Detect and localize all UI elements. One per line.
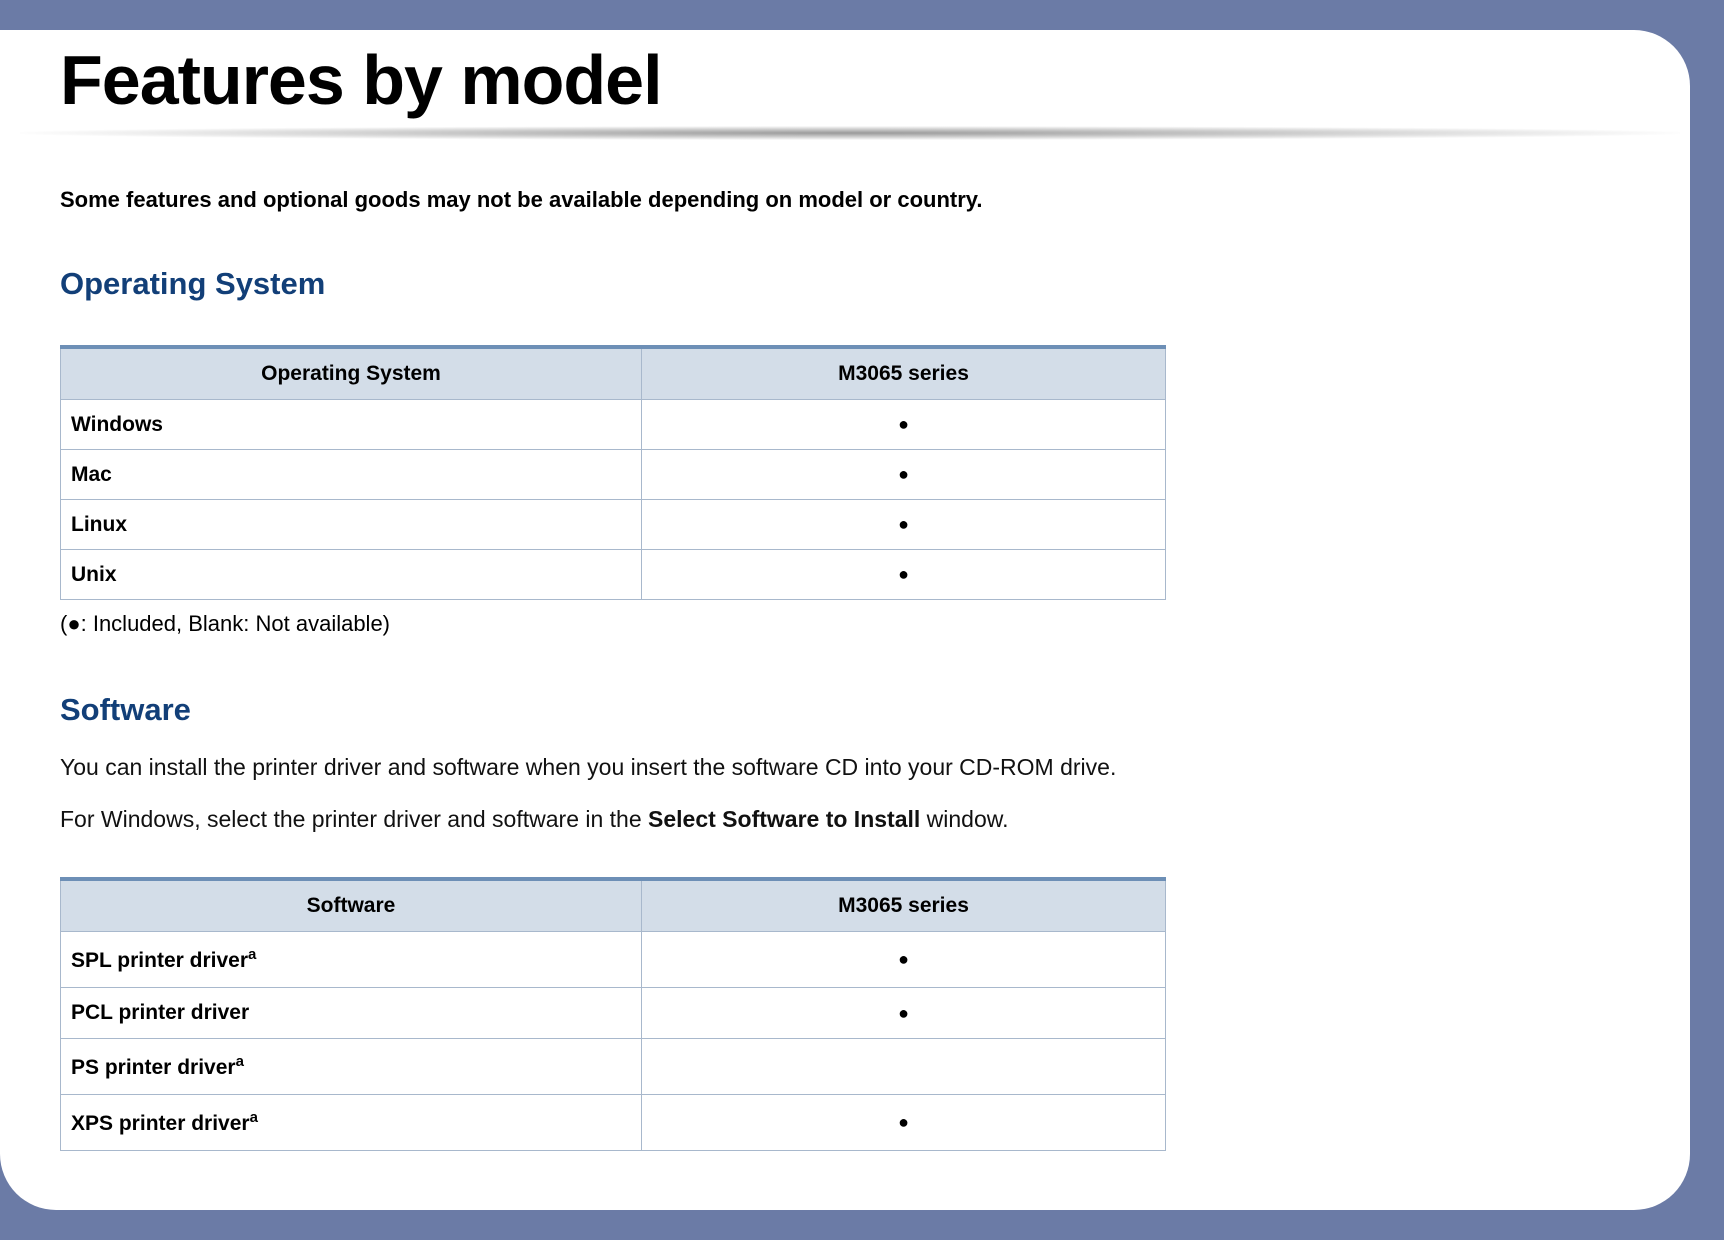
row-label-text: SPL printer driver: [71, 949, 249, 972]
document-page: [0, 30, 1690, 1210]
page-title: Features by model: [60, 41, 662, 119]
table-row: [61, 988, 1166, 1039]
table-header-row: [61, 879, 1166, 932]
windows-instruction-paragraph: [60, 806, 1009, 833]
table-row: [61, 932, 1166, 988]
row-label: Mac: [61, 450, 642, 500]
column-header-software: Software: [61, 879, 642, 932]
section-heading-software: Software: [60, 692, 191, 727]
software-intro-paragraph: You can install the printer driver and software when you insert the software CD into your CD-ROM drive.: [60, 754, 1117, 780]
included-mark: ●: [642, 450, 1166, 500]
footnote-marker: a: [235, 1053, 244, 1070]
table-row: [61, 400, 1166, 450]
row-label-text: PCL printer driver: [71, 1001, 250, 1024]
row-label: [61, 932, 642, 988]
operating-system-table: [60, 345, 1166, 600]
table-row: [61, 1095, 1166, 1151]
included-mark: ●: [642, 500, 1166, 550]
software-table: [60, 877, 1166, 1151]
footnote-marker: a: [249, 1109, 258, 1126]
row-label: [61, 988, 642, 1039]
column-header-model: M3065 series: [642, 879, 1166, 932]
row-label: [61, 1039, 642, 1095]
column-header-model: M3065 series: [642, 347, 1166, 400]
included-mark: ●: [642, 932, 1166, 988]
row-label: Unix: [61, 550, 642, 600]
availability-notice: Some features and optional goods may not be available depending on model or country.: [60, 187, 983, 212]
row-label: Windows: [61, 400, 642, 450]
included-mark: ●: [642, 550, 1166, 600]
instruction-text: window.: [920, 806, 1009, 832]
table-row: [61, 1039, 1166, 1095]
title-divider: [20, 126, 1680, 140]
table-row: [61, 550, 1166, 600]
table-row: [61, 450, 1166, 500]
included-mark: ●: [642, 400, 1166, 450]
column-header-os: Operating System: [61, 347, 642, 400]
instruction-text: For Windows, select the printer driver and software in the: [60, 806, 649, 832]
table-legend: (●: Included, Blank: Not available): [60, 611, 391, 636]
row-label-text: PS printer driver: [71, 1056, 236, 1079]
not-available-cell: [642, 1039, 1166, 1095]
row-label-text: XPS printer driver: [71, 1112, 250, 1135]
row-label: Linux: [61, 500, 642, 550]
included-mark: ●: [642, 988, 1166, 1039]
row-label: [61, 1095, 642, 1151]
select-software-window-name: Select Software to Install: [648, 806, 921, 832]
section-heading-operating-system: Operating System: [60, 266, 326, 301]
included-mark: ●: [642, 1095, 1166, 1151]
table-row: [61, 500, 1166, 550]
footnote-marker: a: [248, 946, 257, 963]
table-header-row: [61, 347, 1166, 400]
